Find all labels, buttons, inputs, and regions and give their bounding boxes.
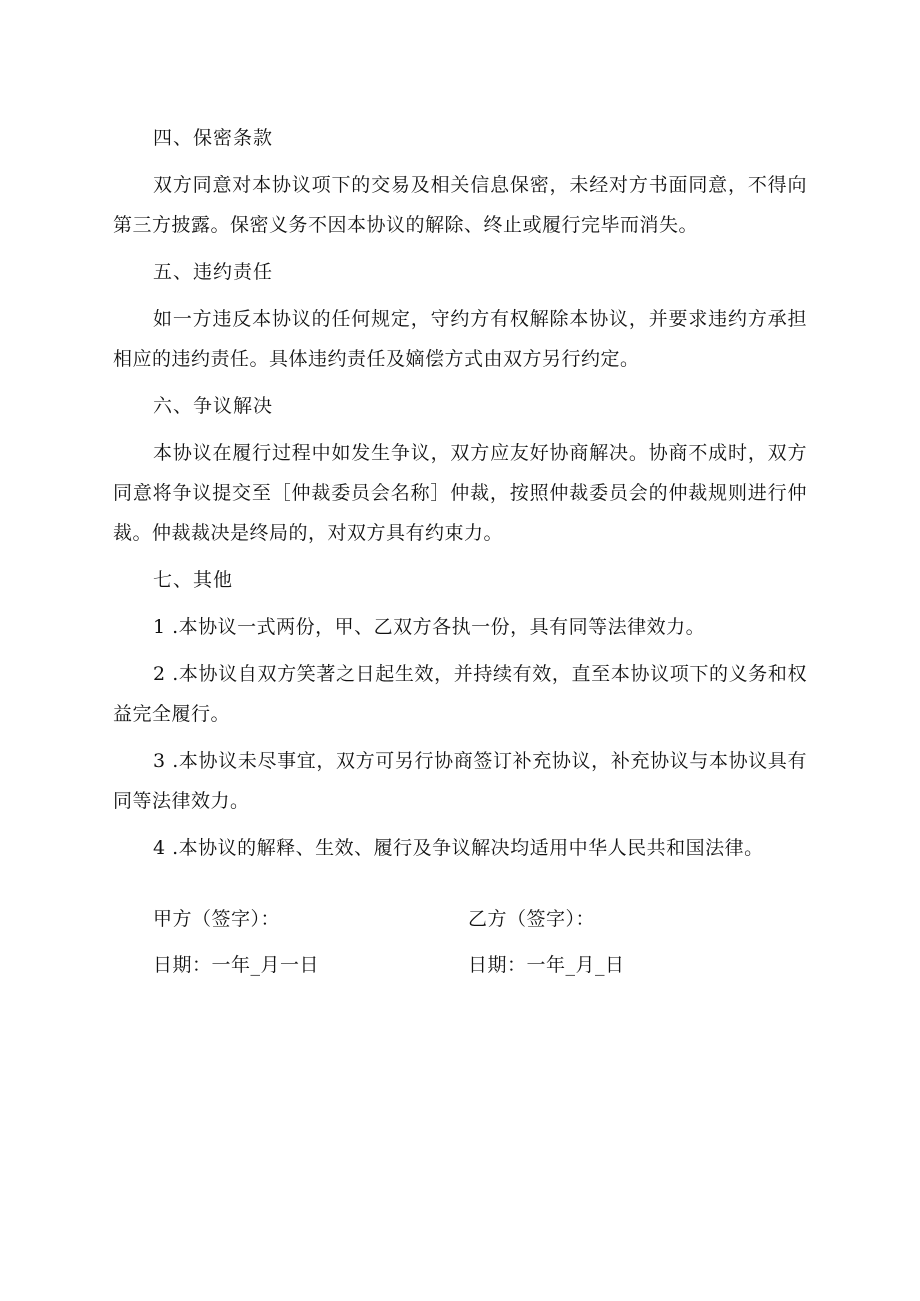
party-a-date: 日期：一年_月一日	[153, 954, 320, 976]
section-7-item-1: 1 .本协议一式两份，甲、乙双方各执一份，具有同等法律效力。	[153, 616, 706, 638]
party-b-signature-label: 乙方（签字）：	[468, 908, 596, 930]
party-a-signature-label: 甲方（签字）：	[153, 908, 281, 930]
section-7-title: 七、其他	[153, 569, 234, 591]
section-5-body: 如一方违反本协议的任何规定，守约方有权解除本协议，并要求违约方承担相应的违约责任。具体违约责任及嫡偿方式由双方另行约定。	[113, 308, 807, 370]
section-7-item-3: 3 .本协议未尽事宜，双方可另行协商签订补充协议，补充协议与本协议具有同等法律效力。	[113, 750, 807, 812]
section-6-body: 本协议在履行过程中如发生争议，双方应友好协商解决。协商不成时，双方同意将争议提交至［仲裁委员会名称］仲裁，按照仲裁委员会的仲裁规则进行仲裁。仲裁裁决是终局的，对双方具有约束力。	[113, 442, 807, 544]
party-a-signature-block	[153, 896, 319, 988]
section-6-title: 六、争议解决	[153, 395, 274, 417]
section-7-item-4: 4 .本协议的解释、生效、履行及争议解决均适用中华人民共和国法律。	[153, 837, 764, 859]
section-4-body: 双方同意对本协议项下的交易及相关信息保密，未经对方书面同意，不得向第三方披露。保密义务不因本协议的解除、终止或履行完毕而消失。	[113, 174, 807, 236]
section-5-title: 五、违约责任	[153, 261, 274, 283]
document-body	[113, 118, 807, 875]
party-b-date: 日期：一年_月_日	[468, 954, 625, 976]
party-b-signature-block	[468, 896, 625, 988]
section-4-title: 四、保密条款	[153, 127, 274, 149]
section-7-item-2: 2 .本协议自双方笑著之日起生效，并持续有效，直至本协议项下的义务和权益完全履行。	[113, 663, 807, 725]
